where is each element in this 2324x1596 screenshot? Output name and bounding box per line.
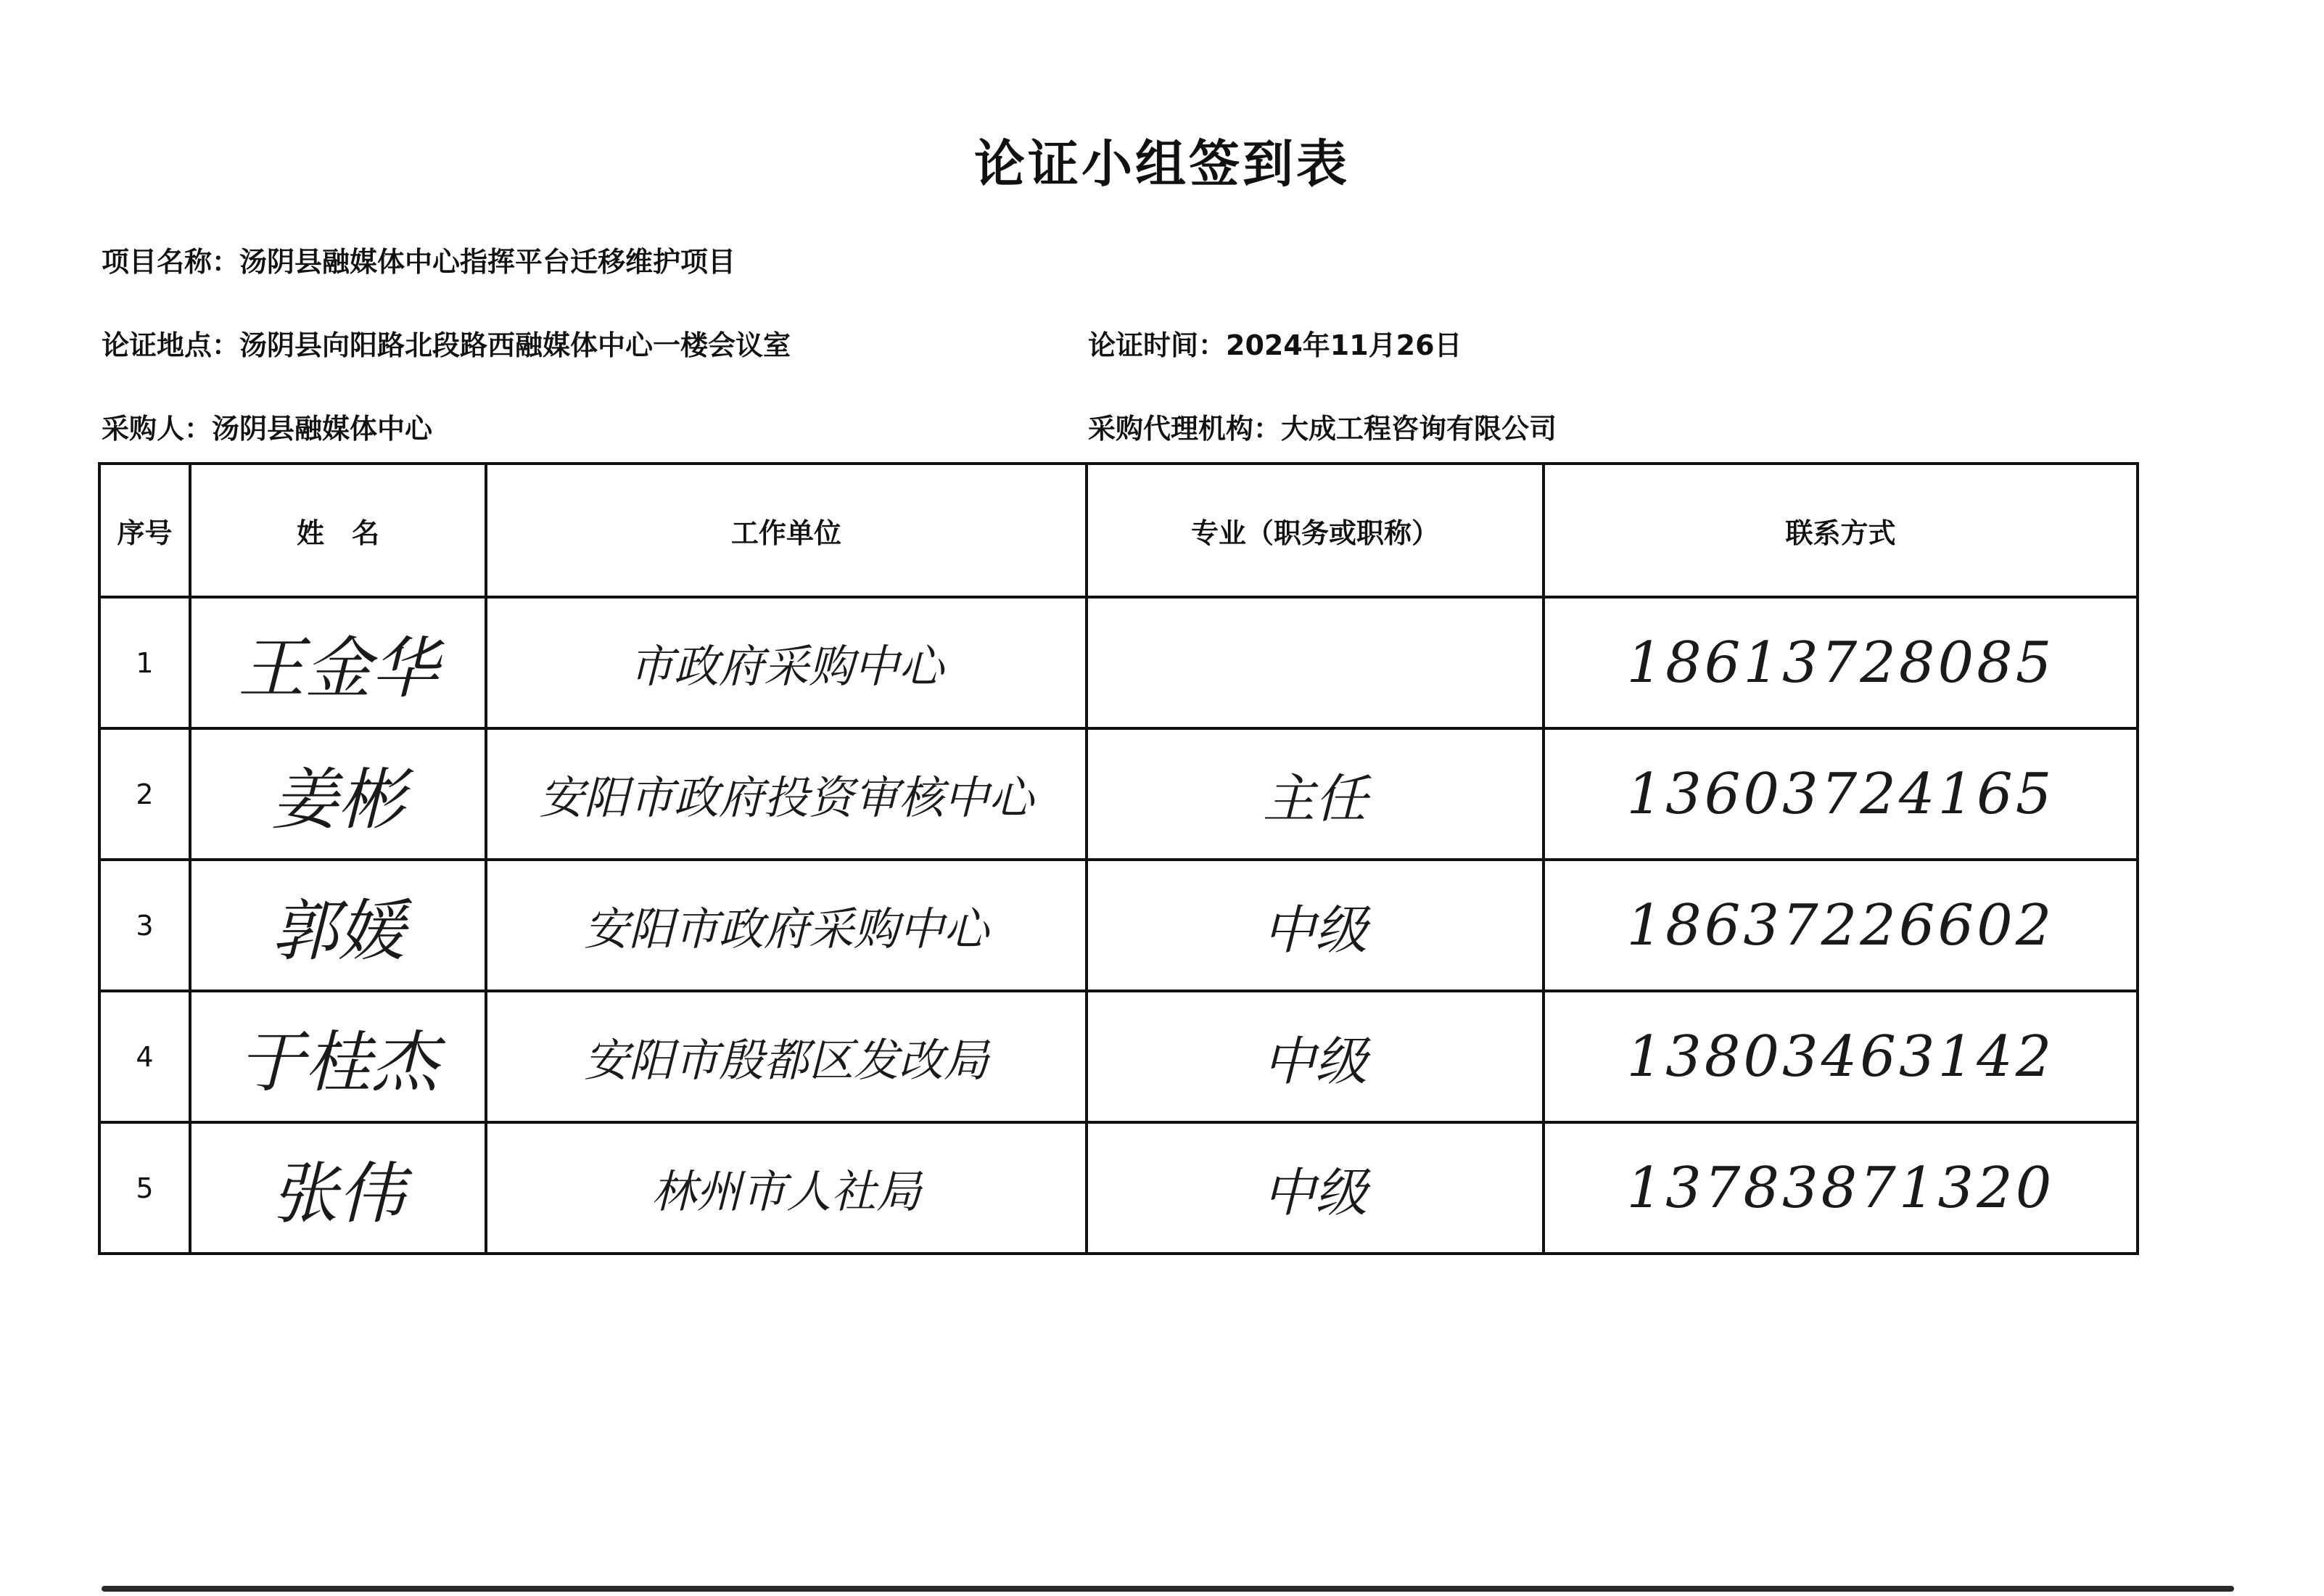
handwritten-title: 主任 <box>1262 768 1367 829</box>
row-unit-cell <box>486 860 1087 991</box>
handwritten-phone: 18637226602 <box>1626 892 2055 958</box>
row-unit-cell <box>486 1122 1087 1254</box>
handwritten-phone: 18613728085 <box>1626 630 2055 696</box>
row-name-cell <box>190 728 486 860</box>
signature-name: 王金华 <box>237 629 438 707</box>
signature-name: 于桂杰 <box>237 1023 438 1101</box>
scan-edge-line <box>102 1586 2234 1592</box>
row-title-cell <box>1087 1122 1544 1254</box>
table-row <box>99 597 2138 728</box>
row-name-cell <box>190 991 486 1122</box>
handwritten-unit: 林州市人社局 <box>651 1165 921 1218</box>
table-row <box>99 728 2138 860</box>
row-unit-cell <box>486 728 1087 860</box>
row-phone-cell <box>1544 597 2138 728</box>
handwritten-phone: 13603724165 <box>1626 761 2055 827</box>
row-number: 1 <box>99 597 190 728</box>
meeting-location: 论证地点：汤阴县向阳路北段路西融媒体中心一楼会议室 <box>102 329 791 361</box>
row-title-cell <box>1087 728 1544 860</box>
handwritten-title: 中级 <box>1262 1161 1367 1223</box>
signature-name: 郭媛 <box>271 892 405 970</box>
handwritten-unit: 市政府采购中心 <box>628 640 944 693</box>
row-name-cell <box>190 1122 486 1254</box>
row-title-cell <box>1087 597 1544 728</box>
row-title-cell <box>1087 860 1544 991</box>
handwritten-title: 中级 <box>1262 1030 1367 1092</box>
project-name: 项目名称：汤阴县融媒体中心指挥平台迁移维护项目 <box>102 246 736 278</box>
row-unit-cell <box>486 991 1087 1122</box>
table-row <box>99 991 2138 1122</box>
table-header-row <box>99 464 2138 597</box>
meeting-time: 论证时间：2024年11月26日 <box>1088 329 1462 361</box>
row-name-cell <box>190 597 486 728</box>
row-phone-cell <box>1544 1122 2138 1254</box>
row-title-cell <box>1087 991 1544 1122</box>
row-number: 4 <box>99 991 190 1122</box>
handwritten-unit: 安阳市殷都区发改局 <box>583 1034 989 1087</box>
row-number: 5 <box>99 1122 190 1254</box>
signature-name: 张伟 <box>271 1154 405 1233</box>
table-row <box>99 860 2138 991</box>
row-number: 2 <box>99 728 190 860</box>
handwritten-unit: 安阳市政府采购中心 <box>583 902 989 955</box>
header-unit: 工作单位 <box>486 464 1087 597</box>
header-contact: 联系方式 <box>1544 464 2138 597</box>
header-title: 专业（职务或职称） <box>1087 464 1544 597</box>
row-name-cell <box>190 860 486 991</box>
handwritten-phone: 13803463142 <box>1626 1024 2055 1090</box>
table-row <box>99 1122 2138 1254</box>
attendance-table <box>98 462 2139 1255</box>
row-phone-cell <box>1544 728 2138 860</box>
row-phone-cell <box>1544 860 2138 991</box>
header-name: 姓 名 <box>190 464 486 597</box>
header-no: 序号 <box>99 464 190 597</box>
purchaser: 采购人：汤阴县融媒体中心 <box>102 413 433 445</box>
handwritten-unit: 安阳市政府投资审核中心 <box>538 771 1034 824</box>
row-number: 3 <box>99 860 190 991</box>
row-phone-cell <box>1544 991 2138 1122</box>
signature-name: 姜彬 <box>271 760 405 839</box>
page-title: 论证小组签到表 <box>974 134 1350 194</box>
handwritten-phone: 13783871320 <box>1626 1155 2055 1221</box>
handwritten-title: 中级 <box>1262 899 1367 961</box>
row-unit-cell <box>486 597 1087 728</box>
procurement-agency: 采购代理机构：大成工程咨询有限公司 <box>1088 413 1557 445</box>
